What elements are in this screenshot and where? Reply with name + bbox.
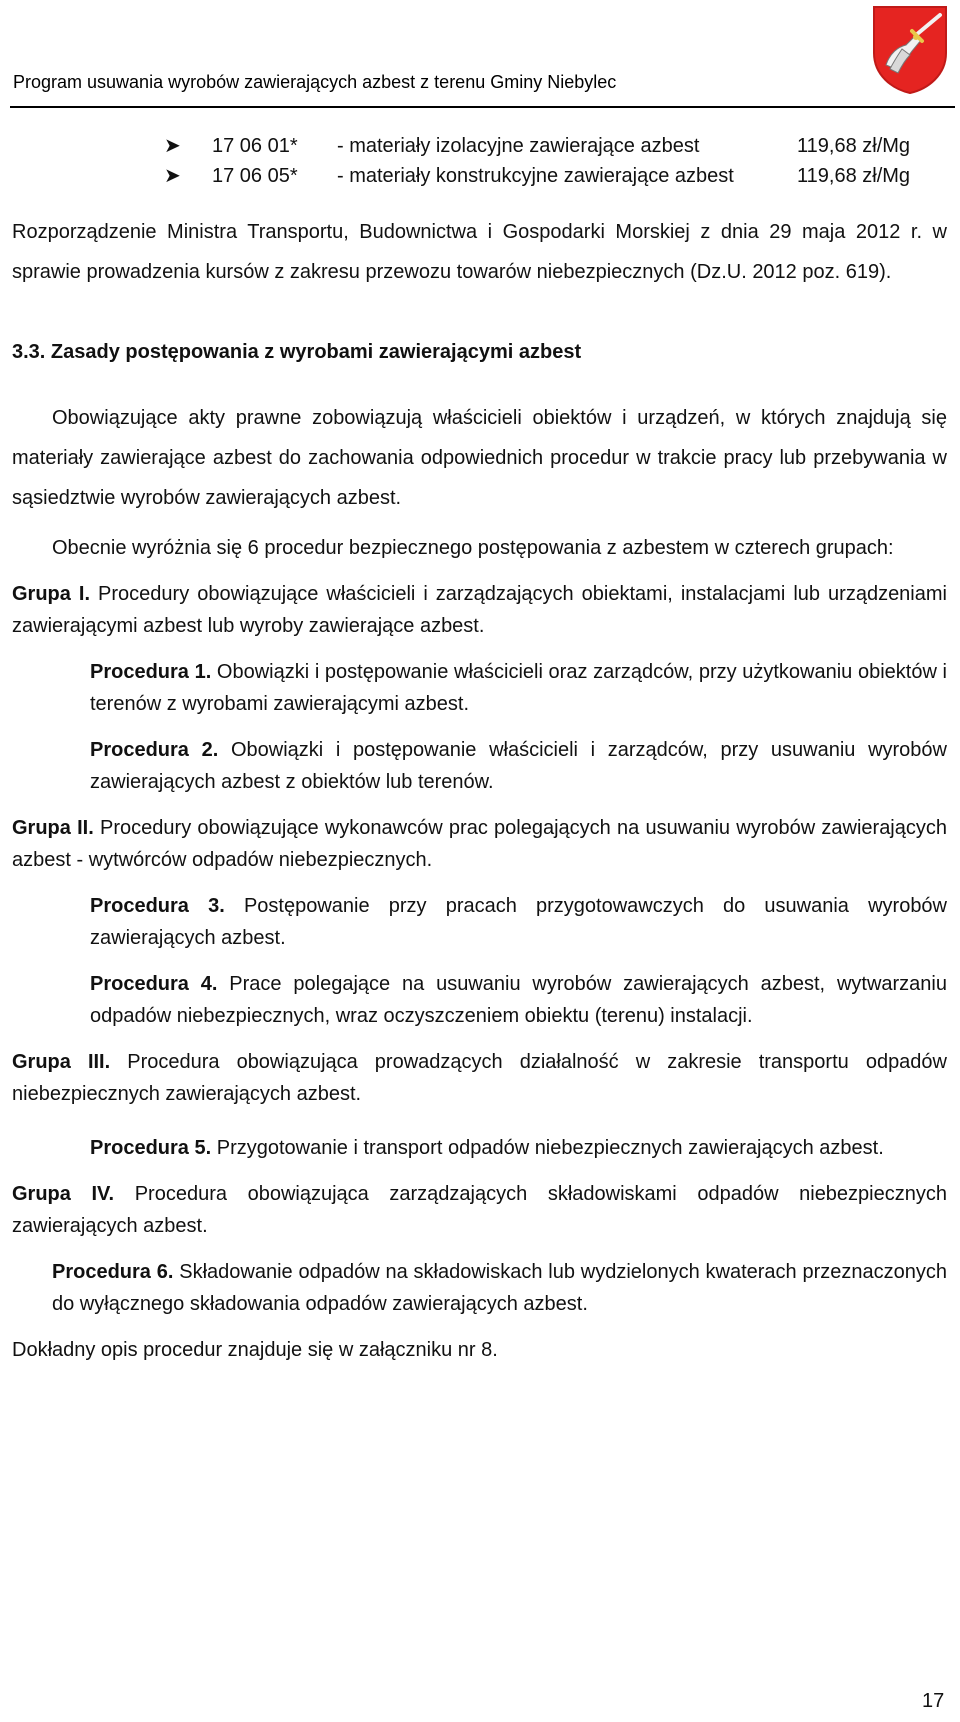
waste-price: 119,68 zł/Mg: [797, 135, 911, 157]
group-text: Procedury obowiązujące wykonawców prac polegających na usuwaniu wyrobów zawierających azbest - wytwórców odpadów niebezpiecznych.: [12, 817, 948, 871]
header-divider: [10, 106, 955, 108]
page-header: [10, 0, 950, 110]
waste-price: 119,68 zł/Mg: [797, 165, 911, 187]
header-title: Program usuwania wyrobów zawierających azbest z terenu Gminy Niebylec: [13, 72, 617, 92]
waste-code: 17 06 01*: [212, 135, 298, 157]
procedure-label: Procedura 3.: [90, 895, 225, 917]
procedure-text: Przygotowanie i transport odpadów niebezpiecznych zawierających azbest.: [211, 1137, 884, 1159]
arrow-bullet-icon: ➤: [164, 165, 181, 187]
list-item: [12, 160, 947, 190]
procedure-paragraph: [12, 1256, 947, 1320]
waste-code: 17 06 05*: [212, 165, 298, 187]
group-paragraph: [12, 578, 947, 642]
group-text: Procedury obowiązujące właścicieli i zarządzających obiektami, instalacjami lub urządzeniami zawierającymi azbest lub wyroby zawierające azbest.: [12, 583, 947, 637]
procedure-label: Procedura 1.: [90, 661, 212, 683]
procedure-label: Procedura 5.: [90, 1137, 212, 1159]
procedure-paragraph: [12, 968, 947, 1032]
group-label: Grupa III.: [12, 1051, 111, 1073]
procedure-text: Obowiązki i postępowanie właścicieli oraz zarządców, przy użytkowaniu obiektów i terenów z wyrobami zawierającymi azbest.: [90, 661, 947, 715]
procedure-text: Obowiązki i postępowanie właścicieli i zarządców, przy usuwaniu wyrobów zawierających azbest z obiektów lub terenów.: [90, 739, 947, 793]
group-text: Procedura obowiązująca zarządzających składowiskami odpadów niebezpiecznych zawierających azbest.: [12, 1183, 947, 1237]
footer-note: Dokładny opis procedur znajduje się w załączniku nr 8.: [12, 1339, 498, 1361]
group-paragraph: [12, 812, 947, 876]
procedure-label: Procedura 2.: [90, 739, 219, 761]
group-paragraph: [12, 1046, 947, 1110]
waste-description: - materiały konstrukcyjne zawierające azbest: [337, 165, 734, 187]
procedure-text: Prace polegające na usuwaniu wyrobów zawierających azbest, wytwarzaniu odpadów niebezpiecznych, wraz oczyszczeniem obiektu (terenu) instalacji.: [90, 973, 947, 1027]
group-paragraph: [12, 1178, 947, 1242]
group-text: Procedura obowiązująca prowadzących działalność w zakresie transportu odpadów niebezpiecznych zawierających azbest.: [12, 1051, 947, 1105]
intro-paragraph: Obowiązujące akty prawne zobowiązują właścicieli obiektów i urządzeń, w których znajdują się materiały zawierające azbest do zachowania odpowiednich procedur w trakcie pracy lub przebywania w sąsiedztwie wyrobów zawierających azbest.: [12, 407, 947, 509]
groups-intro-paragraph: Obecnie wyróżnia się 6 procedur bezpiecznego postępowania z azbestem w czterech grupach:: [52, 537, 894, 559]
list-item: [12, 130, 947, 160]
arrow-bullet-icon: ➤: [164, 135, 181, 157]
procedure-paragraph: [12, 890, 947, 954]
page-number: 17: [922, 1690, 945, 1712]
group-label: Grupa II.: [12, 817, 94, 839]
procedure-text: Składowanie odpadów na składowiskach lub wydzielonych kwaterach przeznaczonych do wyłącznego składowania odpadów zawierających azbest.: [52, 1261, 947, 1315]
procedure-text: Postępowanie przy pracach przygotowawczych do usuwania wyrobów zawierających azbest.: [90, 895, 948, 949]
regulation-paragraph: Rozporządzenie Ministra Transportu, Budownictwa i Gospodarki Morskiej z dnia 29 maja 2012 r. w sprawie prowadzenia kursów z zakresu przewozu towarów niebezpiecznych (Dz.U. 2012 poz. 619).: [12, 221, 947, 283]
procedure-paragraph: [12, 656, 947, 720]
document-body: [12, 130, 947, 1366]
group-label: Grupa I.: [12, 583, 91, 605]
procedure-paragraph: [12, 734, 947, 798]
waste-description: - materiały izolacyjne zawierające azbest: [337, 135, 700, 157]
coat-of-arms-icon: [872, 5, 948, 95]
procedure-label: Procedura 4.: [90, 973, 218, 995]
group-label: Grupa IV.: [12, 1183, 115, 1205]
section-heading: 3.3. Zasady postępowania z wyrobami zawierającymi azbest: [12, 341, 582, 363]
procedure-paragraph: [12, 1132, 947, 1164]
procedure-label: Procedura 6.: [52, 1261, 174, 1283]
